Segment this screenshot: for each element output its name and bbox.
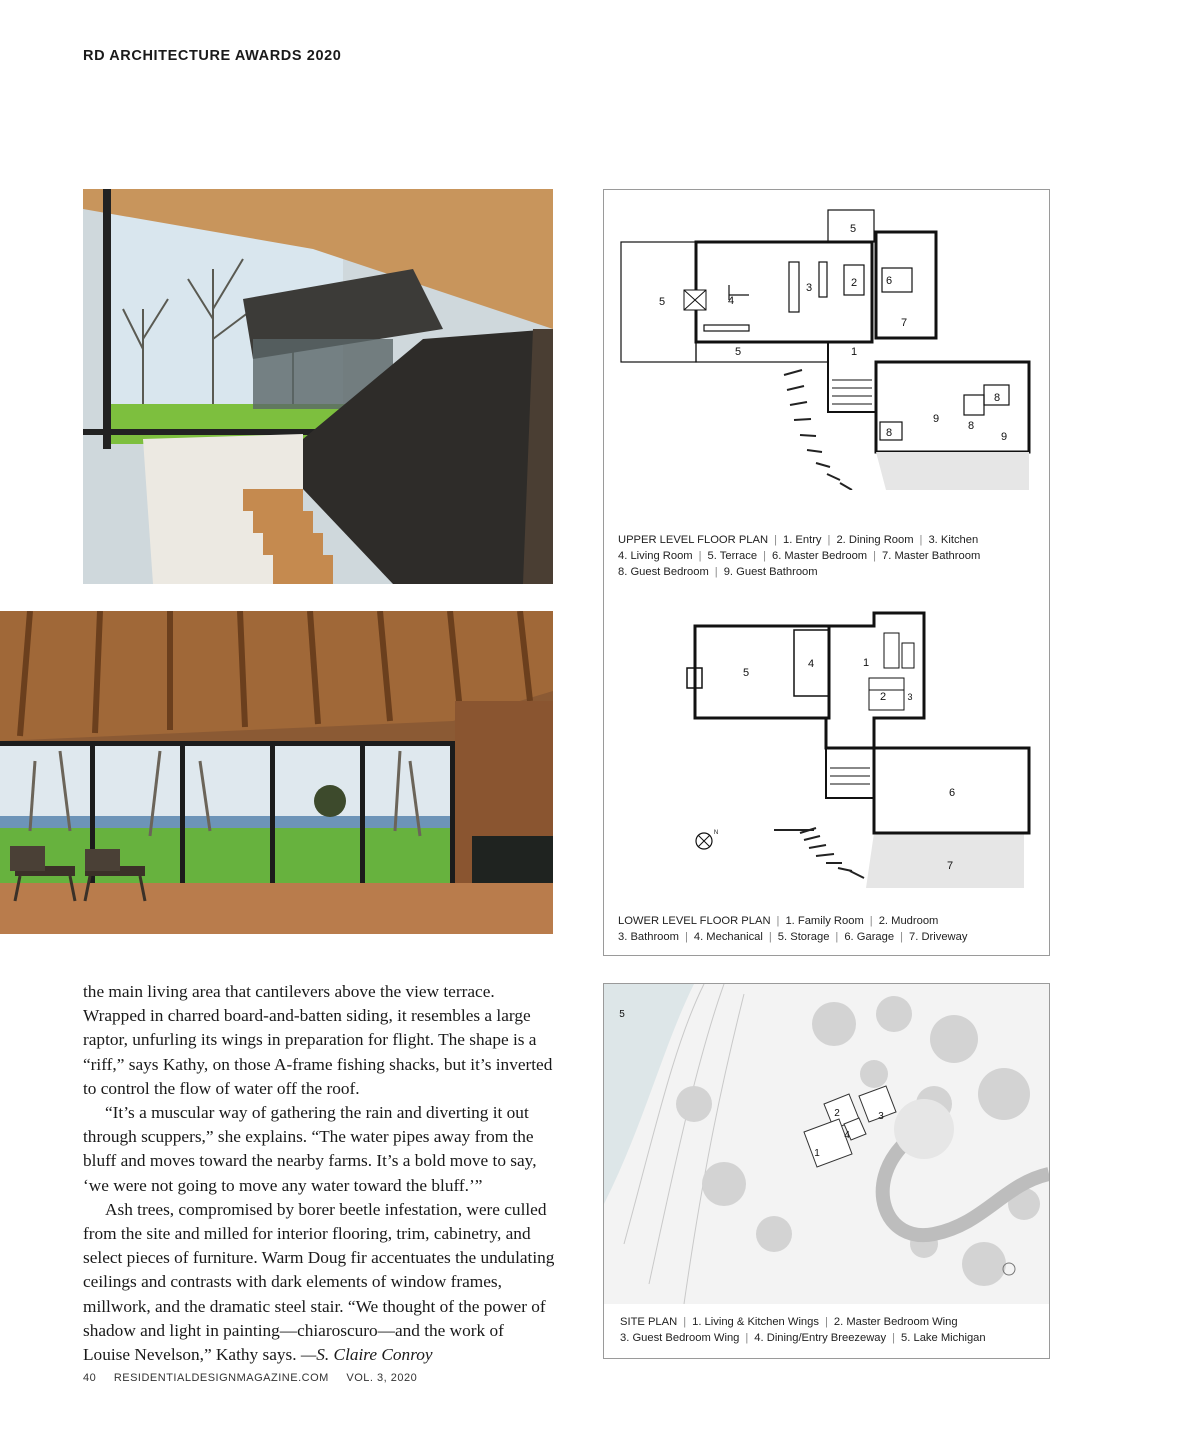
article-paragraph (83, 1198, 555, 1367)
article-paragraph-text: Ash trees, compromised by borer beetle infestation, were culled from the site and milled for interior flooring, trim, cabinetry, and select pieces of furniture. Warm Doug fir accentuates the undulating ceilings and contrasts with dark elements of window frames, millwork, and the dramatic steel stair. “We thought of the power of shadow and light in painting—chiaroscuro—and the work of Louise Nevelson,” Kathy says. (83, 1199, 555, 1365)
site-label-living-wing: 1 (814, 1148, 820, 1159)
site-caption-item: 1. Living & Kitchen Wings (692, 1316, 819, 1328)
lower-label-storage: 5 (742, 667, 750, 679)
site-caption-title: SITE PLAN (620, 1316, 678, 1328)
upper-caption-item: 1. Entry (782, 534, 822, 546)
upper-label-master-bath: 7 (900, 317, 908, 329)
page-footer (83, 1372, 431, 1384)
footer-site: RESIDENTIALDESIGNMAGAZINE.COM (113, 1372, 329, 1384)
lower-plan-caption: LOWER LEVEL FLOOR PLAN | 1. Family Room | 2. Mudroom 3. Bathroom | 4. Mechanical | 5. Storage | 6. Garage | 7. Driveway (618, 915, 968, 943)
upper-plan-caption: UPPER LEVEL FLOOR PLAN | 1. Entry | 2. Dining Room | 3. Kitchen 4. Living Room | 5. Terrace | 6. Master Bedroom | 7. Master Bathroom 8. Guest Bedroom | 9. Guest Bathroom (618, 534, 981, 578)
upper-caption-item: 8. Guest Bedroom (618, 566, 709, 578)
lower-label-bathroom: 3 (907, 692, 913, 702)
lower-label-driveway: 7 (946, 860, 954, 872)
lower-label-mechanical: 4 (807, 658, 815, 670)
lower-north-label: N (713, 830, 719, 836)
lower-caption-title: LOWER LEVEL FLOOR PLAN (618, 915, 771, 927)
upper-label-entry: 1 (850, 346, 858, 358)
upper-caption-item: 2. Dining Room (836, 534, 914, 546)
section-header: RD ARCHITECTURE AWARDS 2020 (83, 48, 342, 64)
upper-caption-item: 7. Master Bathroom (882, 550, 981, 562)
lower-label-garage: 6 (948, 787, 956, 799)
upper-caption-title: UPPER LEVEL FLOOR PLAN (618, 534, 769, 546)
site-caption-item: 4. Dining/Entry Breezeway (754, 1332, 887, 1344)
upper-caption-item: 6. Master Bedroom (771, 550, 868, 562)
floor-plans-panel (603, 189, 1050, 956)
site-plan (604, 984, 1049, 1304)
photo-stair-window-view (83, 189, 553, 584)
upper-label-kitchen: 3 (805, 282, 813, 294)
lower-label-mudroom: 2 (879, 691, 887, 703)
upper-level-floor-plan (604, 190, 1051, 490)
upper-label-terrace-left: 5 (658, 296, 666, 308)
lower-caption-item: 7. Driveway (909, 931, 968, 943)
upper-label-dining: 2 (850, 277, 858, 289)
upper-caption-item: 3. Kitchen (928, 534, 979, 546)
site-label-guest-wing: 3 (878, 1111, 884, 1122)
article-paragraph: “It’s a muscular way of gathering the rain and diverting it out through scuppers,” she explains. “The water pipes away from the bluff and moves toward the nearby farms. It’s a bold move to say, ‘we were not going to move any water toward the bluff.’” (83, 1103, 537, 1195)
page-number: 40 (83, 1372, 97, 1384)
upper-caption-item: 9. Guest Bathroom (723, 566, 818, 578)
article-paragraph: the main living area that cantilevers above the view terrace. Wrapped in charred board-and-batten siding, it resembles a large raptor, unfurling its wings in preparation for flight. The shape is a “riff,” says Kathy, on those A-frame fishing shacks, but it’s inverted to control the flow of water off the roof. (83, 982, 553, 1098)
upper-label-terrace-bottom: 5 (734, 346, 742, 358)
article-body (83, 980, 555, 1367)
photo-living-room (0, 611, 553, 934)
lower-caption-item: 6. Garage (844, 931, 895, 943)
site-plan-caption: SITE PLAN | 1. Living & Kitchen Wings | 2. Master Bedroom Wing 3. Guest Bedroom Wing | 4. Dining/Entry Breezeway | 5. Lake Michigan (620, 1316, 986, 1344)
lower-caption-item: 3. Bathroom (618, 931, 679, 943)
upper-label-master-bedroom: 6 (885, 275, 893, 287)
site-label-lake: 5 (619, 1009, 625, 1020)
upper-label-living: 4 (727, 295, 735, 307)
upper-label-guest-bedroom-a: 8 (885, 427, 893, 439)
site-caption-item: 5. Lake Michigan (901, 1332, 986, 1344)
lower-caption-item: 1. Family Room (785, 915, 864, 927)
lower-level-floor-plan (604, 608, 1051, 888)
upper-label-guest-bath-a: 9 (932, 413, 940, 425)
upper-label-guest-bedroom-c: 8 (993, 392, 1001, 404)
upper-label-terrace-top: 5 (849, 223, 857, 235)
footer-volume: VOL. 3, 2020 (346, 1372, 418, 1384)
lower-caption-item: 2. Mudroom (878, 915, 939, 927)
site-label-breezeway: 4 (844, 1130, 850, 1141)
upper-caption-item: 4. Living Room (618, 550, 693, 562)
article-byline: —S. Claire Conroy (300, 1345, 433, 1365)
site-label-master-wing: 2 (834, 1108, 840, 1119)
lower-caption-item: 5. Storage (777, 931, 830, 943)
upper-label-guest-bath-b: 9 (1000, 431, 1008, 443)
upper-caption-item: 5. Terrace (707, 550, 758, 562)
site-caption-item: 2. Master Bedroom Wing (833, 1316, 958, 1328)
site-plan-panel (603, 983, 1050, 1359)
site-caption-item: 3. Guest Bedroom Wing (620, 1332, 740, 1344)
lower-label-family-room: 1 (862, 657, 870, 669)
upper-label-guest-bedroom-b: 8 (967, 420, 975, 432)
lower-caption-item: 4. Mechanical (693, 931, 763, 943)
